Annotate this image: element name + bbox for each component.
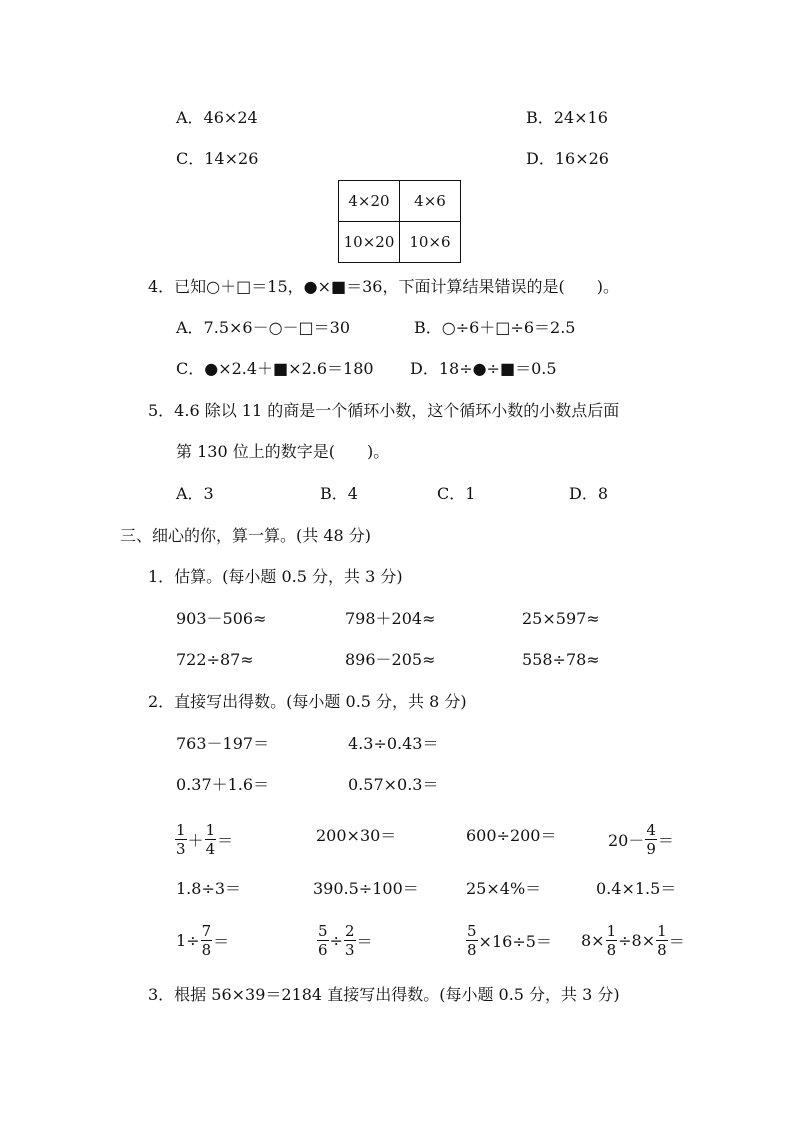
- fraction: [201, 923, 213, 958]
- grid-cell: 10×6: [400, 222, 461, 263]
- part-2-title: 2．直接写出得数。(每小题 0.5 分，共 8 分): [148, 692, 467, 711]
- calc-item: 0.57×0.3＝: [348, 775, 439, 794]
- numerator: 1: [657, 921, 667, 940]
- calc-item: 200×30＝: [316, 826, 397, 845]
- calc-item-fraction-div: [316, 918, 373, 962]
- area-model-grid: [338, 180, 461, 263]
- numerator: 4: [646, 820, 656, 839]
- calc-item-fraction-chain: [581, 918, 685, 962]
- q5-stem-line2: 第 130 位上的数字是( )。: [176, 442, 390, 461]
- q3-option-a: A．46×24: [176, 108, 258, 127]
- denominator: 9: [646, 839, 656, 858]
- q5-option-a: A．3: [176, 484, 214, 503]
- fraction: [317, 923, 329, 958]
- equals: ＝: [213, 931, 230, 951]
- fraction: [205, 822, 217, 857]
- q4-option-d: D．18÷●÷■＝0.5: [410, 359, 557, 378]
- estimate-item: 722÷87≈: [176, 650, 254, 669]
- q4-option-a: A．7.5×6－○－□＝30: [176, 318, 351, 337]
- calc-item: 0.37＋1.6＝: [176, 775, 270, 794]
- calc-item-fraction-mul: [465, 918, 552, 962]
- q4-stem: 4．已知○＋□＝15，●×■＝36，下面计算结果错误的是( )。: [148, 277, 619, 296]
- grid-cell: 4×6: [400, 181, 461, 222]
- q3-option-b: B．24×16: [526, 108, 608, 127]
- numerator: 2: [344, 921, 355, 940]
- numerator: 5: [318, 921, 328, 940]
- fraction: [606, 923, 618, 958]
- fraction: [466, 923, 478, 958]
- fraction: [344, 923, 356, 958]
- calc-item: 390.5÷100＝: [313, 879, 419, 898]
- denominator: 6: [318, 940, 328, 959]
- fraction: [645, 822, 657, 857]
- denominator: 3: [176, 839, 186, 858]
- denominator: 3: [344, 940, 355, 959]
- denominator: 8: [467, 940, 477, 959]
- q5-stem-line1: 5．4.6 除以 11 的商是一个循环小数，这个循环小数的小数点后面: [148, 401, 620, 420]
- operator: ＋: [187, 830, 204, 850]
- q5-option-b: B．4: [320, 484, 358, 503]
- operator: ÷8×: [618, 930, 656, 950]
- grid-cell: 4×20: [339, 181, 400, 222]
- calc-item: 1.8÷3＝: [176, 879, 242, 898]
- section-3-title: 三、细心的你，算一算。(共 48 分): [120, 526, 372, 545]
- prefix: 20－: [608, 830, 645, 850]
- calc-item-fraction-sum: [174, 817, 233, 861]
- fraction: [656, 923, 668, 958]
- part-3-title: 3．根据 56×39＝2184 直接写出得数。(每小题 0.5 分，共 3 分): [148, 985, 620, 1004]
- q5-option-c: C．1: [437, 484, 476, 503]
- calc-item: 600÷200＝: [466, 826, 557, 845]
- numerator: 7: [201, 921, 212, 940]
- calc-item-fraction-div: [176, 918, 229, 962]
- calc-item: 4.3÷0.43＝: [348, 734, 439, 753]
- estimate-item: 558÷78≈: [522, 650, 600, 669]
- denominator: 8: [201, 940, 212, 959]
- grid-cell: 10×20: [339, 222, 400, 263]
- q4-option-c: C．●×2.4＋■×2.6＝180: [176, 359, 374, 378]
- part-1-title: 1．估算。(每小题 0.5 分，共 3 分): [148, 567, 403, 586]
- q5-option-d: D．8: [569, 484, 609, 503]
- equals: ＝: [217, 830, 234, 850]
- calc-item: 763－197＝: [176, 734, 270, 753]
- numerator: 5: [467, 921, 477, 940]
- equals: ＝: [356, 931, 373, 951]
- equals: ＝: [657, 830, 674, 850]
- suffix: ×16÷5＝: [478, 931, 552, 951]
- fraction: [175, 822, 187, 857]
- q3-option-d: D．16×26: [526, 149, 609, 168]
- prefix: 8×: [581, 930, 605, 950]
- denominator: 8: [606, 940, 617, 959]
- numerator: 1: [606, 921, 617, 940]
- operator: ÷: [329, 930, 343, 950]
- denominator: 8: [657, 940, 667, 959]
- numerator: 1: [176, 820, 186, 839]
- q3-option-c: C．14×26: [176, 149, 259, 168]
- calc-item: 25×4%＝: [466, 879, 542, 898]
- denominator: 4: [205, 839, 216, 858]
- calc-item: 0.4×1.5＝: [596, 879, 677, 898]
- estimate-item: 903－506≈: [176, 609, 267, 628]
- estimate-item: 798＋204≈: [345, 609, 436, 628]
- prefix: 1÷: [176, 930, 200, 950]
- q4-option-b: B．○÷6＋□÷6＝2.5: [414, 318, 576, 337]
- calc-item-fraction-diff: [608, 817, 674, 861]
- equals: ＝: [668, 931, 685, 951]
- numerator: 1: [205, 820, 216, 839]
- estimate-item: 25×597≈: [522, 609, 600, 628]
- estimate-item: 896－205≈: [345, 650, 436, 669]
